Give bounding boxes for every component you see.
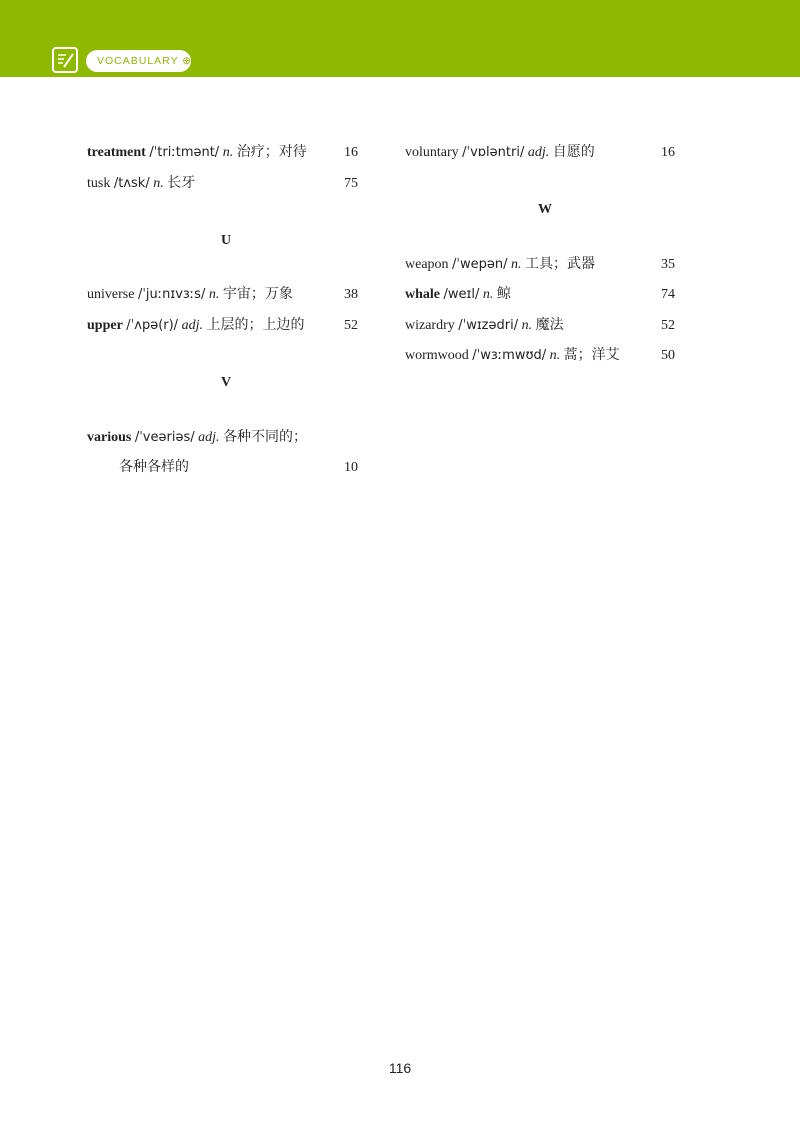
section-label: VOCABULARY ⊕ [86,50,191,72]
letter-heading-v: V [221,375,232,390]
entry-page: 75 [344,176,358,191]
part-of-speech: n. [208,287,220,302]
part-of-speech: n. [511,257,522,272]
part-of-speech: n. [549,348,561,363]
entry-page: 10 [344,460,358,475]
headword: voluntary [405,145,459,160]
meaning: 鲸 [496,287,511,302]
entry-page: 52 [344,318,358,333]
entry-upper [87,317,304,335]
entry-wizardry [405,317,564,335]
meaning: 各种不同的； [223,430,307,445]
headword: treatment [87,145,146,160]
part-of-speech: n. [521,318,533,333]
entry-page: 50 [661,348,675,363]
phonetic: /ˈvɒləntri/ [462,145,525,160]
notebook-pencil-icon [52,47,78,73]
entry-whale [405,286,511,304]
meaning: 长牙 [167,176,196,191]
headword: upper [87,318,123,333]
entry-page: 16 [344,145,358,160]
meaning: 魔法 [535,318,564,333]
part-of-speech: adj. [198,430,220,445]
headword: wormwood [405,348,469,363]
headword: various [87,430,132,445]
entry-universe [87,286,293,304]
headword: wizardry [405,318,455,333]
phonetic: /ˈjuːnɪvɜːs/ [137,287,206,302]
entry-treatment [87,144,307,162]
meaning: 治疗；对待 [236,145,307,160]
part-of-speech: adj. [527,145,550,160]
meaning: 工具；武器 [525,257,595,272]
part-of-speech: n. [222,145,234,160]
entry-wormwood [405,347,620,365]
header-bar [0,0,800,77]
entry-page: 38 [344,287,358,302]
meaning: 上层的；上边的 [206,318,305,333]
meaning: 蒿；洋艾 [563,348,620,363]
entry-various [87,429,307,447]
page-number: 116 [388,1060,412,1076]
entry-page: 52 [661,318,675,333]
entry-page: 35 [661,257,675,272]
phonetic: /weɪl/ [443,287,480,302]
phonetic: /ˈwɪzədri/ [458,318,519,333]
phonetic: /ˈtriːtmənt/ [149,145,220,160]
entry-tusk [87,175,195,193]
part-of-speech: n. [482,287,494,302]
phonetic: /ˈveəriəs/ [134,430,195,445]
headword: weapon [405,257,449,272]
entry-page: 74 [661,287,675,302]
part-of-speech: adj. [181,318,203,333]
part-of-speech: n. [153,176,164,191]
headword: whale [405,287,440,302]
headword: universe [87,287,135,302]
letter-heading-w: W [538,202,552,217]
entry-weapon [405,256,595,274]
letter-heading-u: U [221,233,232,248]
entry-page: 16 [661,145,675,160]
headword: tusk [87,176,111,191]
phonetic: /ˈʌpə(r)/ [126,318,179,333]
phonetic: /tʌsk/ [113,176,150,191]
meaning: 宇宙；万象 [222,287,293,302]
meaning-continuation: 各种各样的 [119,460,189,475]
meaning: 自愿的 [552,145,595,160]
entry-voluntary [405,144,595,162]
phonetic: /ˈwepən/ [452,257,508,272]
phonetic: /ˈwɜːmwʊd/ [472,348,547,363]
